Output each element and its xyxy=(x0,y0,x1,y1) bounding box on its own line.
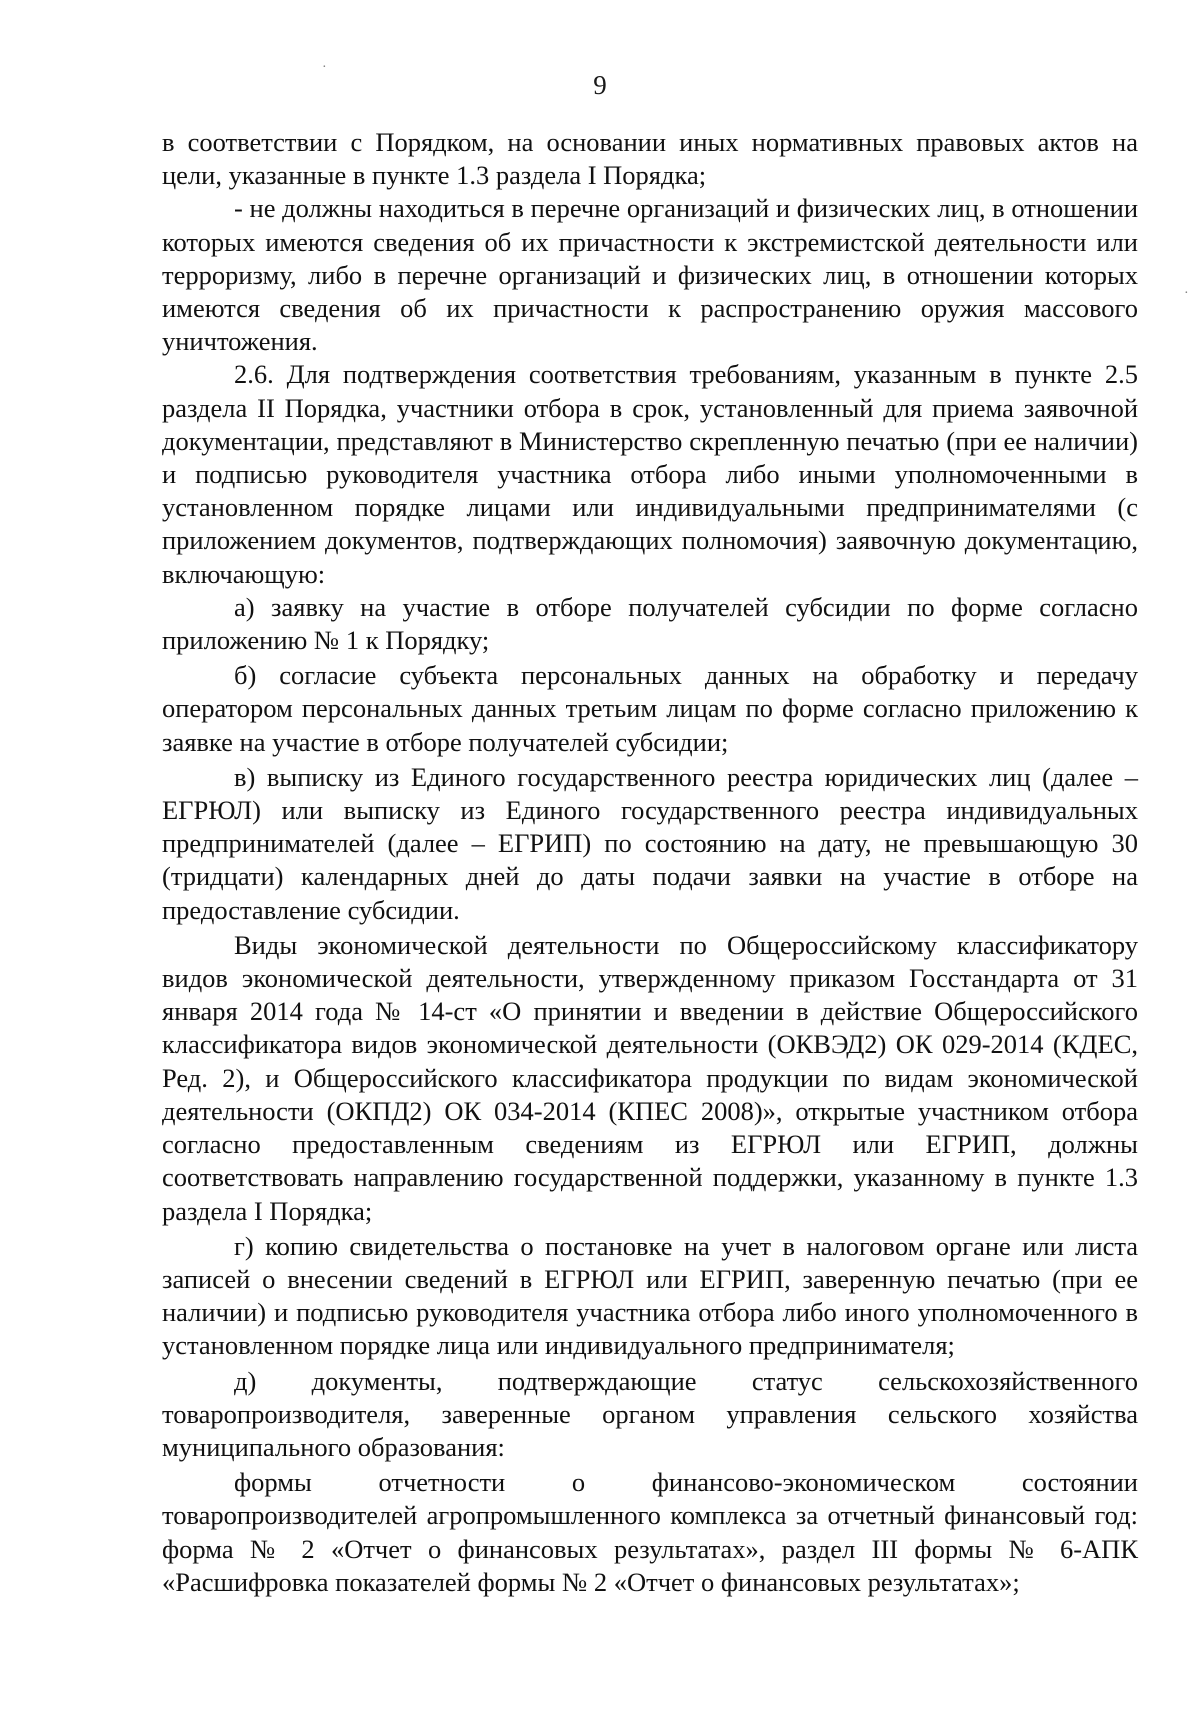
list-item-g: г) копию свидетельства о постановке на учет в налоговом органе или листа записей о внесении сведений в ЕГРЮЛ или ЕГРИП, заверенную печатью (при ее наличии) и подписью руководителя участника отбора либо иного уполномоченного в установленном порядке лица или индивидуального предпринимателя; xyxy=(162,1230,1138,1361)
scan-speck: · xyxy=(1184,286,1189,301)
paragraph-continuation: в соответствии с Порядком, на основании иных нормативных правовых актов на цели, указанные в пункте 1.3 раздела I Порядка; xyxy=(162,127,1138,191)
page-number: 9 xyxy=(593,70,607,100)
paragraph-report-forms: формы отчетности о финансово-экономическом состоянии товаропроизводителей агропромышленного комплекса за отчетный финансовый год: форма № 2 «Отчет о финансовых результатах», раздел III формы № 6-АПК «Расшифровка показателей формы № 2 «Отчет о финансовых результатах»; xyxy=(162,1467,1138,1597)
list-item-v: в) выписку из Единого государственного реестра юридических лиц (далее – ЕГРЮЛ) или выписку из Единого государственного реестра индивидуальных предпринимателей (далее – ЕГРИП) по состоянию на дату, не превышающую 30 (тридцати) календарных дней до даты подачи заявки на участие в отборе на предоставление субсидии. xyxy=(162,761,1138,925)
list-item-b: б) согласие субъекта персональных данных на обработку и передачу оператором персональных данных третьим лицам по форме согласно приложению к заявке на участие в отборе получателей субсидии; xyxy=(162,660,1138,757)
paragraph-2-6: 2.6. Для подтверждения соответствия требованиям, указанным в пункте 2.5 раздела II Порядка, участники отбора в срок, установленный для приема заявочной документации, представляют в Министерство скрепленную печатью (при ее наличии) и подписью руководителя участника отбора либо иными уполномоченными в установленном порядке лицами или индивидуальными предпринимателями (с приложением документов, подтверждающих полномочия) заявочную документацию, включающую: xyxy=(162,359,1138,589)
list-item-a: а) заявку на участие в отборе получателей субсидии по форме согласно приложению № 1 к Порядку; xyxy=(162,591,1138,656)
paragraph-okved: Виды экономической деятельности по Общероссийскому классификатору видов экономической деятельности, утвержденному приказом Госстандарта от 31 января 2014 года № 14-ст «О принятии и введении в действие Общероссийского классификатора видов экономической деятельности (ОКВЭД2) ОК 029-2014 (КДЕС, Ред. 2), и Общероссийского классификатора продукции по видам экономической деятельности (ОКПД2) ОК 034-2014 (КПЕС 2008)», открытые участником отбора согласно предоставленным сведениям из ЕГРЮЛ или ЕГРИП, должны соответствовать направлению государственной поддержки, указанному в пункте 1.3 раздела I Порядка; xyxy=(162,929,1138,1226)
list-item-d: д) документы, подтверждающие статус сельскохозяйственного товаропроизводителя, заверенные органом управления сельского хозяйства муниципального образования: xyxy=(162,1365,1138,1462)
document-body xyxy=(162,126,1138,1599)
scan-speck: · xyxy=(322,60,327,75)
paragraph-requirement-extremism: - не должны находиться в перечне организаций и физических лиц, в отношении которых имеются сведения об их причастности к экстремистской деятельности или терроризму, либо в перечне организаций и физических лиц, в отношении которых имеются сведения об их причастности к распространению оружия массового уничтожения. xyxy=(162,193,1138,357)
